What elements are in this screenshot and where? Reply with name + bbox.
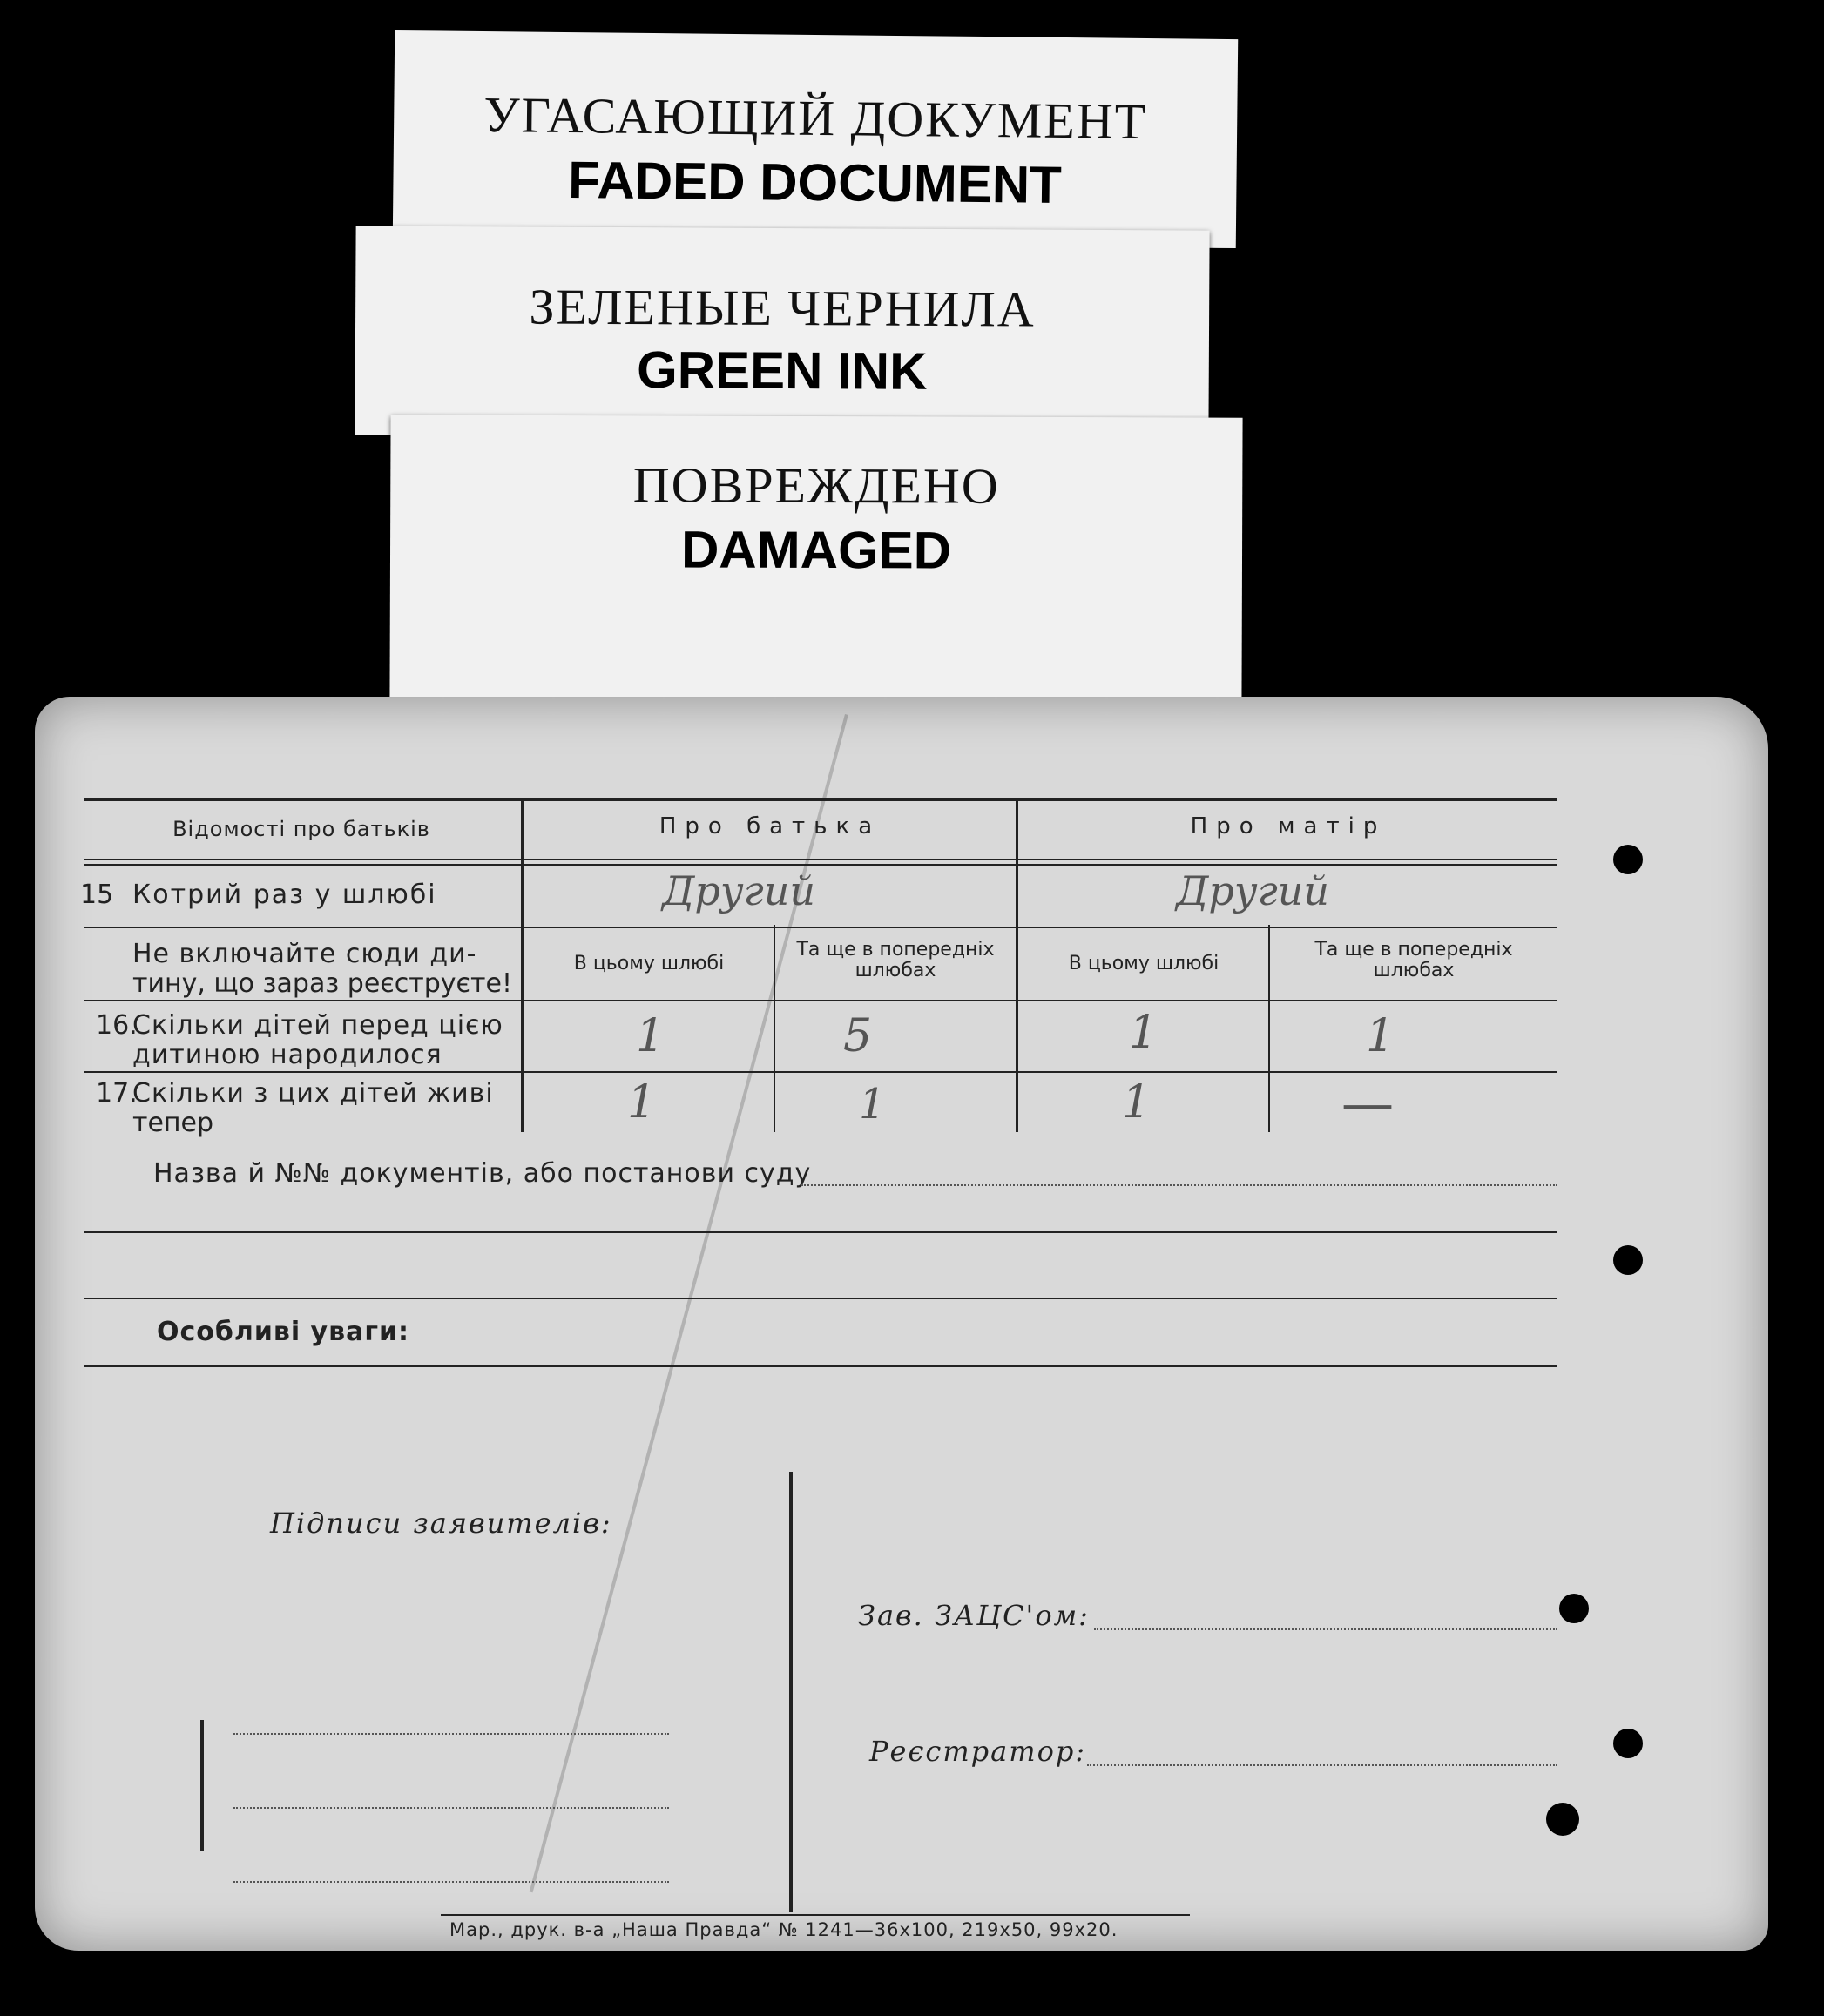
row17-mother-prev: — <box>1341 1073 1394 1134</box>
row17-label-line1: Скільки з цих дітей живі <box>132 1078 494 1109</box>
father-prev-marriage-header-1: Та ще в попередніх <box>796 939 995 961</box>
registrar-line <box>1087 1764 1557 1766</box>
note-line2: тину, що зараз реєструєте! <box>132 968 512 999</box>
documents-rule-2 <box>84 1231 1557 1233</box>
row16-mother-prev: 1 <box>1366 1010 1395 1062</box>
col-divider-2 <box>1016 798 1018 1132</box>
documents-label: Назва й №№ документів, або постанови суду <box>153 1158 812 1189</box>
signature-line-2 <box>233 1807 669 1809</box>
row16-father-this: 1 <box>636 1010 665 1062</box>
note-row-bottom-rule <box>84 1000 1557 1001</box>
registration-form-page <box>35 697 1768 1951</box>
mother-prev-marriage-header-2: шлюбах <box>1373 960 1455 981</box>
col-divider-1 <box>521 798 524 1132</box>
signature-bracket <box>200 1720 204 1851</box>
signature-line-1 <box>233 1733 669 1735</box>
row17-mother-this: 1 <box>1122 1076 1152 1129</box>
header-info-about-parents: Відомості про батьків <box>172 817 430 841</box>
damaged-label <box>389 415 1242 705</box>
note-line1: Не включайте сюди ди- <box>132 939 477 969</box>
documents-fill-line <box>801 1184 1557 1186</box>
row15-father-value: Другий <box>662 867 816 914</box>
signature-divider <box>789 1472 793 1912</box>
signature-line-3 <box>233 1881 669 1883</box>
row16-label-line2: дитиною народилося <box>132 1040 442 1070</box>
punch-hole <box>1613 1729 1643 1758</box>
row16-bottom-rule <box>84 1071 1557 1073</box>
registry-head-line <box>1094 1628 1557 1630</box>
row15-number: 15 <box>80 880 114 910</box>
mother-this-marriage-header: В цьому шлюбі <box>1068 953 1219 974</box>
punch-hole <box>1546 1803 1579 1836</box>
header-bottom-rule-2 <box>84 864 1557 866</box>
damaged-label-ru: ПОВРЕЖДЕНО <box>632 456 1000 515</box>
mother-prev-marriage-header-1: Та ще в попередніх <box>1314 939 1513 961</box>
father-prev-marriage-header-2: шлюбах <box>855 960 936 981</box>
header-about-father: Про батька <box>659 813 882 839</box>
header-about-mother: Про матір <box>1190 813 1387 839</box>
row17-father-this: 1 <box>627 1076 657 1129</box>
row17-number: 17. <box>96 1078 138 1109</box>
row15-label: Котрий раз у шлюбі <box>132 880 437 910</box>
row16-father-prev: 5 <box>843 1010 873 1062</box>
printer-imprint: Мар., друк. в-а „Наша Правда“ № 1241—36x100, 219x50, 99x20. <box>449 1919 1118 1940</box>
punch-hole <box>1613 845 1643 874</box>
registry-head-label: Зав. ЗАЦС'ом: <box>858 1599 1090 1632</box>
green-label-ru: ЗЕЛЕНЫЕ ЧЕРНИЛА <box>529 278 1036 338</box>
row17-label-line2: тепер <box>132 1108 214 1138</box>
row16-label-line1: Скільки дітей перед цією <box>132 1010 503 1041</box>
row17-father-prev: 1 <box>859 1080 886 1129</box>
notes-rule <box>84 1365 1557 1367</box>
row15-mother-value: Другий <box>1176 867 1330 914</box>
documents-rule-3 <box>84 1298 1557 1299</box>
row16-number: 16. <box>96 1010 138 1041</box>
faded-document-label <box>393 30 1238 248</box>
header-bottom-rule <box>84 859 1557 860</box>
damaged-label-en: DAMAGED <box>680 520 952 580</box>
father-this-marriage-header: В цьому шлюбі <box>573 953 725 974</box>
applicants-signatures-label: Підписи заявителів: <box>270 1507 612 1540</box>
row16-mother-this: 1 <box>1129 1007 1159 1059</box>
punch-hole <box>1613 1245 1643 1275</box>
registrar-label: Реєстратор: <box>869 1735 1087 1768</box>
green-label-en: GREEN INK <box>636 340 928 401</box>
faded-label-ru: УГАСАЮЩИЙ ДОКУМЕНТ <box>483 86 1148 150</box>
row15-bottom-rule <box>84 927 1557 928</box>
faded-label-en: FADED DOCUMENT <box>567 151 1063 214</box>
punch-hole <box>1559 1594 1589 1623</box>
green-ink-label <box>355 226 1209 439</box>
imprint-rule <box>441 1914 1190 1916</box>
special-notes-label: Особливі уваги: <box>157 1317 410 1347</box>
table-top-rule <box>84 798 1557 801</box>
